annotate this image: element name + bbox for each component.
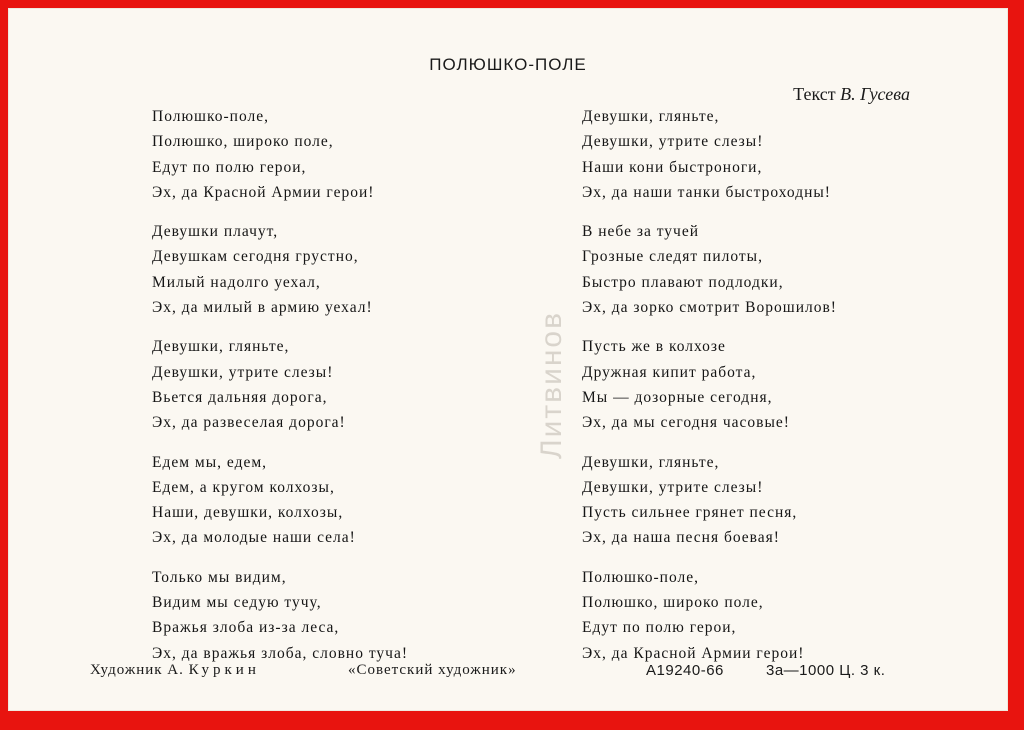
verse-line: Девушки, гляньте,	[582, 108, 720, 125]
verse-line: Эх, да Красной Армии герои!	[582, 644, 805, 662]
verse-line: Наши кони быстроноги,	[582, 158, 763, 176]
verse-line: В небе за тучей	[582, 223, 699, 241]
verse-line: Эх, да зорко смотрит Ворошилов!	[582, 299, 837, 317]
verse-line: Едут по полю герои,	[152, 158, 307, 176]
watermark: Литвинов	[535, 310, 569, 460]
verse-line: Пусть же в колхозе	[582, 338, 726, 356]
verse-line: Полюшко-поле,	[582, 568, 699, 586]
publisher: «Советский художник»	[348, 662, 517, 678]
artist-credit	[90, 662, 260, 679]
verse-line: Эх, да развеселая дорога!	[152, 414, 346, 432]
verse-line: Едут по полю герои,	[582, 619, 737, 637]
stanza	[582, 104, 837, 205]
verse-line: Вражья злоба из-за леса,	[152, 619, 340, 637]
verse-line: Милый надолго уехал,	[152, 273, 321, 291]
verse-line: Видим мы седую тучу,	[152, 594, 322, 612]
verse-line: Эх, да вражья злоба, словно туча!	[152, 644, 408, 662]
verse-line: Девушки плачут,	[152, 223, 279, 241]
artist-prefix: Художник А.	[90, 662, 184, 678]
stanza	[582, 450, 837, 551]
verse-line: Вьется дальняя дорога,	[152, 388, 328, 406]
verse-line: Дружная кипит работа,	[582, 363, 757, 381]
stanza	[582, 334, 837, 435]
artist-name: Куркин	[188, 662, 260, 678]
verse-line: Едем мы, едем,	[152, 453, 268, 471]
verse-line: Мы — дозорные сегодня,	[582, 388, 773, 406]
verse-line: Эх, да мы сегодня часовые!	[582, 414, 790, 432]
verse-line: Полюшко, широко поле,	[582, 594, 764, 612]
verse-line: Эх, да милый в армию уехал!	[152, 299, 373, 317]
postcard	[8, 8, 1008, 711]
verse-line: Полюшко, широко поле,	[152, 133, 334, 151]
verse-line: Девушки, гляньте,	[152, 338, 290, 356]
verse-line: Девушки, утрите слезы!	[152, 363, 334, 381]
stanza	[582, 219, 837, 320]
stanza	[152, 334, 408, 435]
verse-line: Наши, девушки, колхозы,	[152, 504, 344, 522]
verse-line: Только мы видим,	[152, 568, 287, 586]
verse-line: Девушки, гляньте,	[582, 453, 720, 471]
left-column	[152, 104, 408, 680]
verse-line: Едем, а кругом колхозы,	[152, 478, 335, 496]
verse-line: Грозные следят пилоты,	[582, 248, 763, 266]
lyrics-author	[793, 84, 910, 105]
print-info: 3а—1000 Ц. 3 к.	[766, 662, 886, 679]
stanza	[152, 219, 408, 320]
verse-line: Пусть сильнее грянет песня,	[582, 504, 798, 522]
author-name: В. Гусева	[840, 84, 910, 104]
stanza	[152, 450, 408, 551]
stanza	[152, 104, 408, 205]
verse-line: Эх, да наша песня боевая!	[582, 529, 780, 547]
stanza	[152, 565, 408, 666]
author-prefix: Текст	[793, 84, 836, 104]
verse-line: Эх, да наши танки быстроходны!	[582, 183, 831, 201]
verse-line: Эх, да молодые наши села!	[152, 529, 356, 547]
verse-line: Девушки, утрите слезы!	[582, 133, 764, 151]
stanza	[582, 565, 837, 666]
verse-line: Полюшко-поле,	[152, 108, 269, 125]
catalog-code: А19240-66	[646, 662, 724, 679]
verse-line: Девушкам сегодня грустно,	[152, 248, 359, 266]
right-column	[582, 104, 837, 680]
verse-line: Быстро плавают подлодки,	[582, 273, 784, 291]
verse-line: Девушки, утрите слезы!	[582, 478, 764, 496]
song-title: ПОЛЮШКО-ПОЛЕ	[429, 55, 587, 74]
verse-line: Эх, да Красной Армии герои!	[152, 183, 375, 201]
